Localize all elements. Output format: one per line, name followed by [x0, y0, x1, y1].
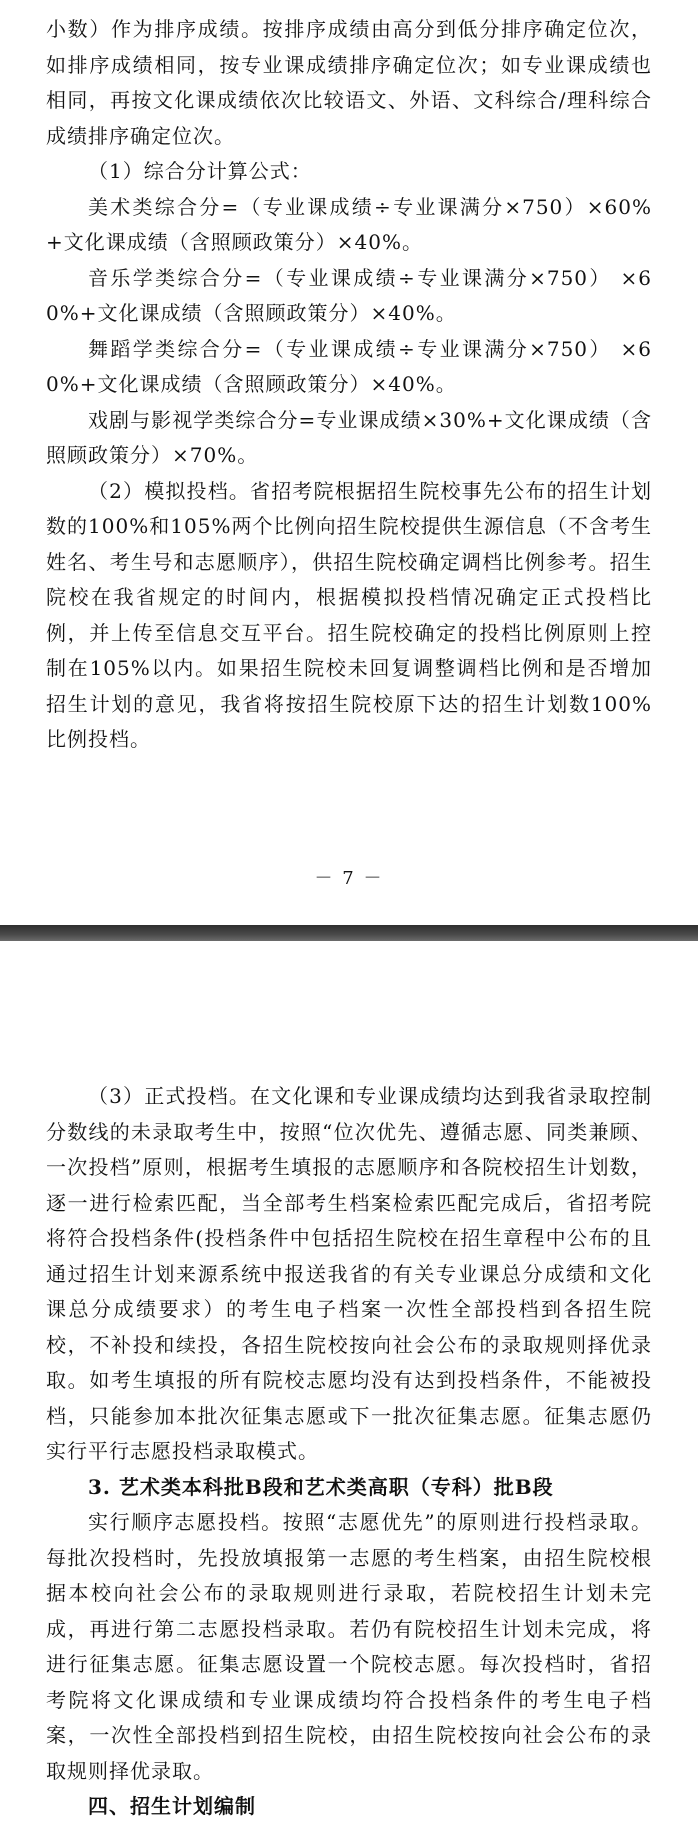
section-heading-art-b-segment: 3. 艺术类本科批B段和艺术类高职（专科）批B段	[88, 1474, 554, 1499]
ranking-rules-paragraph: 小数）作为排序成绩。按排序成绩由高分到低分排序确定位次，如排序成绩相同，按专业课成绩排序确定位次；如专业课成绩也相同，再按文化课成绩依次比较语文、外语、文科综合/理科综合成绩排序确定位次。	[46, 17, 652, 148]
document-page-8	[0, 941, 698, 1824]
formula-drama-film: 戏剧与影视学类综合分=专业课成绩×30%+文化课成绩（含照顾政策分）×70%。	[46, 407, 652, 467]
formula-art: 美术类综合分=（专业课成绩÷专业课满分×750）×60%+文化课成绩（含照顾政策分）×40%。	[46, 194, 652, 254]
formula-heading: （1）综合分计算公式：	[88, 159, 312, 183]
sequential-filing-paragraph: 实行顺序志愿投档。按照“志愿优先”的原则进行投档录取。每批次投档时，先投放填报第一志愿的考生档案，由招生院校根据本校向社会公布的录取规则进行录取，若院校招生计划未完成，再进行第二志愿投档录取。若仍有院校招生计划未完成，将进行征集志愿。征集志愿设置一个院校志愿。每次投档时，省招考院将文化课成绩和专业课成绩均符合投档条件的考生电子档案，一次性全部投档到招生院校，由招生院校按向社会公布的录取规则择优录取。	[46, 1510, 652, 1783]
formula-dance: 舞蹈学类综合分=（专业课成绩÷专业课满分×750） ×60%+文化课成绩（含照顾政策分）×40%。	[46, 336, 652, 396]
page-divider	[0, 925, 698, 941]
mock-filing-paragraph: （2）模拟投档。省招考院根据招生院校事先公布的招生计划数的100%和105%两个比例向招生院校提供生源信息（不含考生姓名、考生号和志愿顺序），供招生院校确定调档比例参考。招生院校在我省规定的时间内，根据模拟投档情况确定正式投档比例，并上传至信息交互平台。招生院校确定的投档比例原则上控制在105%以内。如果招生院校未回复调整调档比例和是否增加招生计划的意见，我省将按招生院校原下达的招生计划数100%比例投档。	[46, 478, 652, 751]
section-heading-enrollment-plan: 四、招生计划编制	[88, 1794, 256, 1818]
formula-music: 音乐学类综合分=（专业课成绩÷专业课满分×750） ×60%+文化课成绩（含照顾政策分）×40%。	[46, 265, 652, 325]
page-number: － 7 －	[314, 868, 384, 889]
formal-filing-paragraph: （3）正式投档。在文化课和专业课成绩均达到我省录取控制分数线的未录取考生中，按照“位次优先、遵循志愿、同类兼顾、一次投档”原则，根据考生填报的志愿顺序和各院校招生计划数，逐一进行检索匹配，当全部考生档案检索匹配完成后，省招考院将符合投档条件(投档条件中包括招生院校在招生章程中公布的且通过招生计划来源系统中报送我省的有关专业课总分成绩和文化课总分成绩要求）的考生电子档案一次性全部投档到各招生院校，不补投和续投，各招生院校按向社会公布的录取规则择优录取。如考生填报的所有院校志愿均没有达到投档条件，不能被投档，只能参加本批次征集志愿或下一批次征集志愿。征集志愿仍实行平行志愿投档录取模式。	[46, 1084, 652, 1463]
